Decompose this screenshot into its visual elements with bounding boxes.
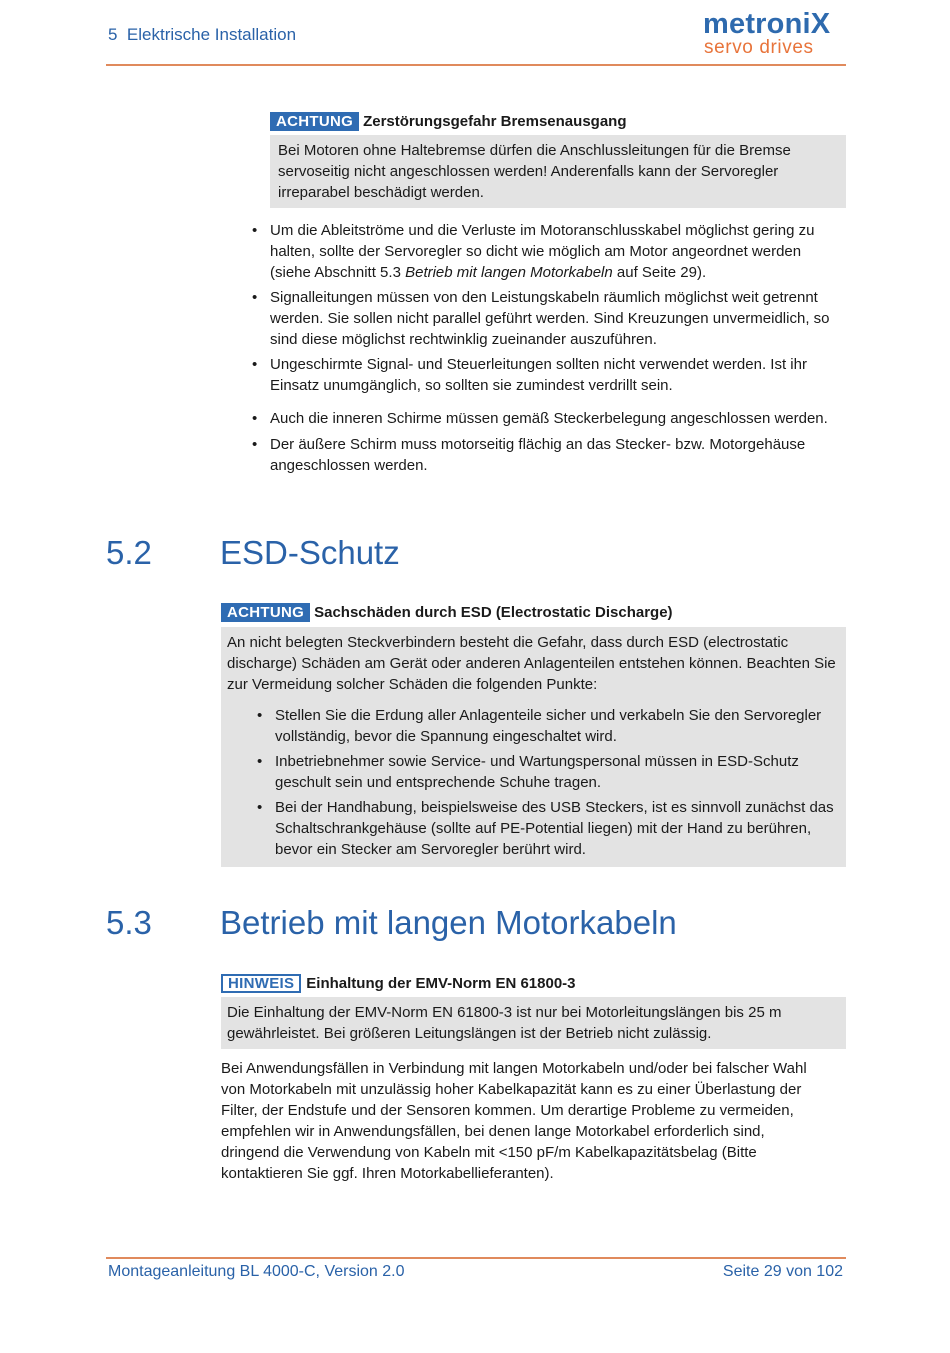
notice-title: Sachschäden durch ESD (Electrostatic Discharge) xyxy=(314,604,673,621)
notice-emv-box xyxy=(221,997,846,1049)
section-number: 5.3 xyxy=(106,904,152,941)
section-number: 5.2 xyxy=(106,534,152,571)
notice-brake-box xyxy=(270,135,846,208)
logo-tagline: servo drives xyxy=(704,37,814,58)
list-item: • Signalleitungen müssen von den Leistungskabeln räumlich möglichst weit getrennt werden. Sie sollen nicht parallel geführt werden. Sind Kreuzungen unvermeidlich, so sind diese möglichst rechtwinklig zueinander auszuführen. xyxy=(252,287,846,350)
chapter-header: 5 Elektrische Installation xyxy=(108,25,297,44)
list-item: • Ungeschirmte Signal- und Steuerleitungen sollten nicht verwendet werden. Ist ihr Einsatz unumgänglich, so sollten sie zumindest verdrillt sein. xyxy=(252,354,846,396)
notice-esd-heading xyxy=(221,603,673,622)
list-item: • Um die Ableitströme und die Verluste im Motoranschlusskabel möglichst gering zu halten, sollte der Servoregler so dicht wie möglich am Motor angeordnet werden (siehe Abschnitt 5.3 Betrieb mit langen Motorkabeln auf Seite 29). xyxy=(252,220,846,283)
list-item: • Der äußere Schirm muss motorseitig flächig an das Stecker- bzw. Motorgehäuse angeschlossen werden. xyxy=(252,434,846,476)
warning-badge: ACHTUNG xyxy=(270,112,359,131)
list-item: • Inbetriebnehmer sowie Service- und Wartungspersonal müssen in ESD-Schutz geschult sein und entsprechende Schuhe tragen. xyxy=(257,751,840,793)
header-rule xyxy=(106,64,846,66)
notice-esd-box xyxy=(221,627,846,867)
footer-document-title: Montageanleitung BL 4000-C, Version 2.0 xyxy=(108,1263,405,1280)
notice-emv-heading xyxy=(221,974,576,993)
footer-page-number: Seite 29 von 102 xyxy=(722,1263,843,1280)
list-item: • Auch die inneren Schirme müssen gemäß Steckerbelegung angeschlossen werden. xyxy=(252,408,846,429)
logo-wordmark: metroniX xyxy=(703,8,831,40)
section-title: ESD-Schutz xyxy=(220,534,400,571)
section-title: Betrieb mit langen Motorkabeln xyxy=(220,904,677,941)
notice-text: Bei Motoren ohne Haltebremse dürfen die Anschlussleitungen für die Bremse servoseitig nicht angeschlossen werden! Anderenfalls kann der Servoregler irreparabel beschädigt werden. xyxy=(278,142,791,201)
notice-brake-heading xyxy=(270,112,627,131)
notice-title: Einhaltung der EMV-Norm EN 61800-3 xyxy=(306,975,576,992)
warning-badge: ACHTUNG xyxy=(221,603,310,622)
body-paragraph: Bei Anwendungsfällen in Verbindung mit langen Motorkabeln und/oder bei falscher Wahl von Motorkabeln mit unzulässig hoher Kabelkapazität kann es zu einer Überlastung der Filter, der Endstufe und der Sensoren kommen. Um derartige Probleme zu vermeiden, empfehlen wir in Anwendungsfällen, bei denen lange Motorkabel erforderlich sind, dringend die Verwendung von Kabeln mit <150 pF/m Kabelkapazitätsbelag (Bitte kontaktieren Sie ggf. Ihren Motorkabellieferanten). xyxy=(221,1060,807,1182)
shield-bullets xyxy=(252,408,846,476)
notice-text: An nicht belegten Steckverbindern besteht die Gefahr, dass durch ESD (electrostatic discharge) Schäden am Gerät oder anderen Anlagenteilen entstehen können. Beachten Sie zur Vermeidung solcher Schäden die folgenden Punkte: xyxy=(227,634,836,693)
footer-rule xyxy=(106,1257,846,1259)
company-logo xyxy=(700,8,846,58)
list-item: • Bei der Handhabung, beispielsweise des USB Steckers, ist es sinnvoll zunächst das Schaltschrankgehäuse (sollte auf PE-Potential liegen) mit der Hand zu berühren, bevor ein Stecker am Servoregler berührt wird. xyxy=(257,797,840,860)
info-badge: HINWEIS xyxy=(221,974,301,993)
notice-text: Die Einhaltung der EMV-Norm EN 61800-3 ist nur bei Motorleitungslängen bis 25 m gewährleistet. Bei größeren Leitungslängen ist der Betrieb nicht zulässig. xyxy=(227,1004,782,1042)
list-item: • Stellen Sie die Erdung aller Anlagenteile sicher und verkabeln Sie den Servoregler vollständig, bevor die Spannung eingeschaltet wird. xyxy=(257,705,840,747)
installation-bullets xyxy=(252,220,846,396)
notice-title: Zerstörungsgefahr Bremsenausgang xyxy=(363,113,627,130)
